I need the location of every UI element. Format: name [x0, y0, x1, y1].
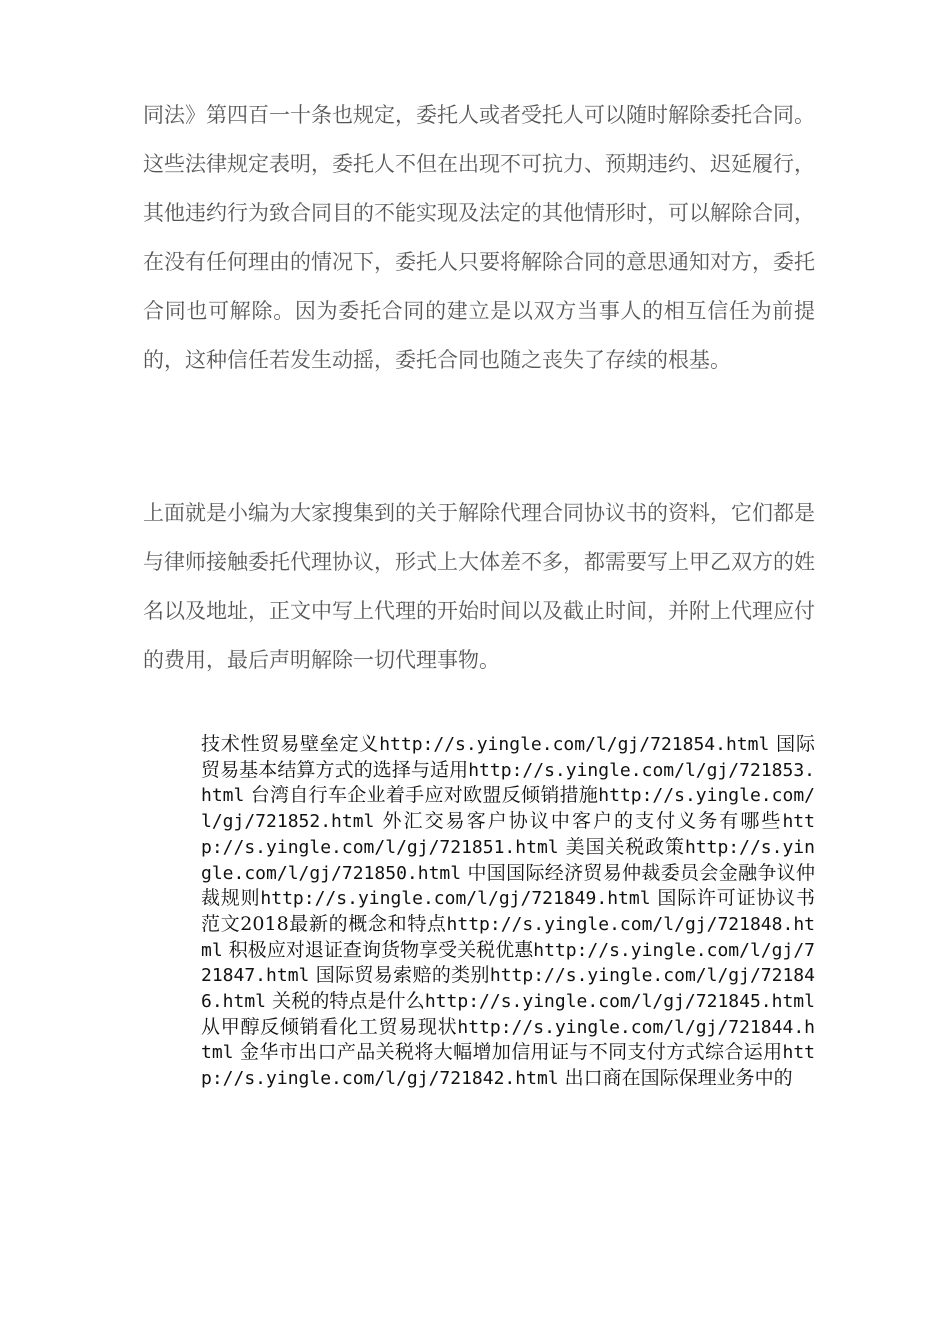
related-link-title: 国际贸易基本结算方式的选择与适用	[201, 733, 815, 781]
body-paragraph-2: 上面就是小编为大家搜集到的关于解除代理合同协议书的资料，它们都是与律师接触委托代理协议，形式上大体差不多，都需要写上甲乙双方的姓名以及地址，正文中写上代理的开始时间以及截止时间，并附上代理应付的费用，最后声明解除一切代理事物。	[143, 501, 815, 672]
related-link-title: 金华市出口产品关税将大幅增加信用证与不同支付方式综合运用	[239, 1041, 783, 1064]
related-link-url[interactable]: http://s.yingle.com/l/gj/721848.html	[201, 913, 815, 961]
related-link-title: 美国关税政策	[565, 835, 685, 858]
related-link-title: 关税的特点是什么	[272, 990, 425, 1013]
related-link-url[interactable]: http://s.yingle.com/l/gj/721851.html	[201, 811, 815, 858]
related-link-url[interactable]: http://s.yingle.com/l/gj/721849.html	[260, 888, 651, 910]
related-link-title: 国际贸易索赔的类别	[315, 964, 490, 987]
related-link-url[interactable]: http://s.yingle.com/l/gj/721846.html	[201, 965, 815, 1013]
related-link-url[interactable]: http://s.yingle.com/l/gj/721844.html	[201, 1016, 815, 1064]
related-link-title: 外汇交易客户协议中客户的支付义务有哪些	[382, 810, 783, 833]
related-link-title: 积极应对退证查询货物享受关税优惠	[228, 938, 534, 961]
related-links-list	[201, 732, 815, 1092]
related-link-title: 中国国际经济贸易仲裁委员会金融争议仲裁规则	[201, 861, 815, 910]
related-link-url[interactable]: http://s.yingle.com/l/gj/721847.html	[201, 939, 815, 987]
related-link-title: 出口商在国际保理业务中的	[564, 1067, 793, 1090]
related-link-title: 技术性贸易壁垒定义	[201, 733, 380, 755]
related-link-item[interactable]	[565, 1067, 793, 1089]
related-link-url[interactable]: http://s.yingle.com/l/gj/721853.html	[201, 759, 815, 807]
related-link-url[interactable]: http://s.yingle.com/l/gj/721842.html	[201, 1042, 815, 1090]
related-link-url[interactable]: http://s.yingle.com/l/gj/721854.html	[379, 734, 770, 755]
related-link-url[interactable]: http://s.yingle.com/l/gj/721845.html	[424, 991, 815, 1013]
related-link-item[interactable]	[201, 733, 769, 755]
body-paragraph-1: 同法》第四百一十条也规定，委托人或者受托人可以随时解除委托合同。这些法律规定表明，委托人不但在出现不可抗力、预期违约、迟延履行，其他违约行为致合同目的不能实现及法定的其他情形时，可以解除合同，在没有任何理由的情况下，委托人只要将解除合同的意思通知对方，委托合同也可解除。因为委托合同的建立是以双方当事人的相互信任为前提的，这种信任若发生动摇，委托合同也随之丧失了存续的根基。	[143, 103, 815, 372]
related-link-title: 台湾自行车企业着手应对欧盟反倾销措施	[250, 784, 599, 807]
related-link-url[interactable]: http://s.yingle.com/l/gj/721852.html	[201, 785, 815, 833]
related-link-url[interactable]: http://s.yingle.com/l/gj/721850.html	[201, 836, 815, 884]
related-link-title: 国际许可证协议书范文2018最新的概念和特点	[201, 887, 815, 935]
related-link-item[interactable]	[272, 990, 815, 1012]
related-link-title: 从甲醇反倾销看化工贸易现状	[201, 1015, 458, 1038]
